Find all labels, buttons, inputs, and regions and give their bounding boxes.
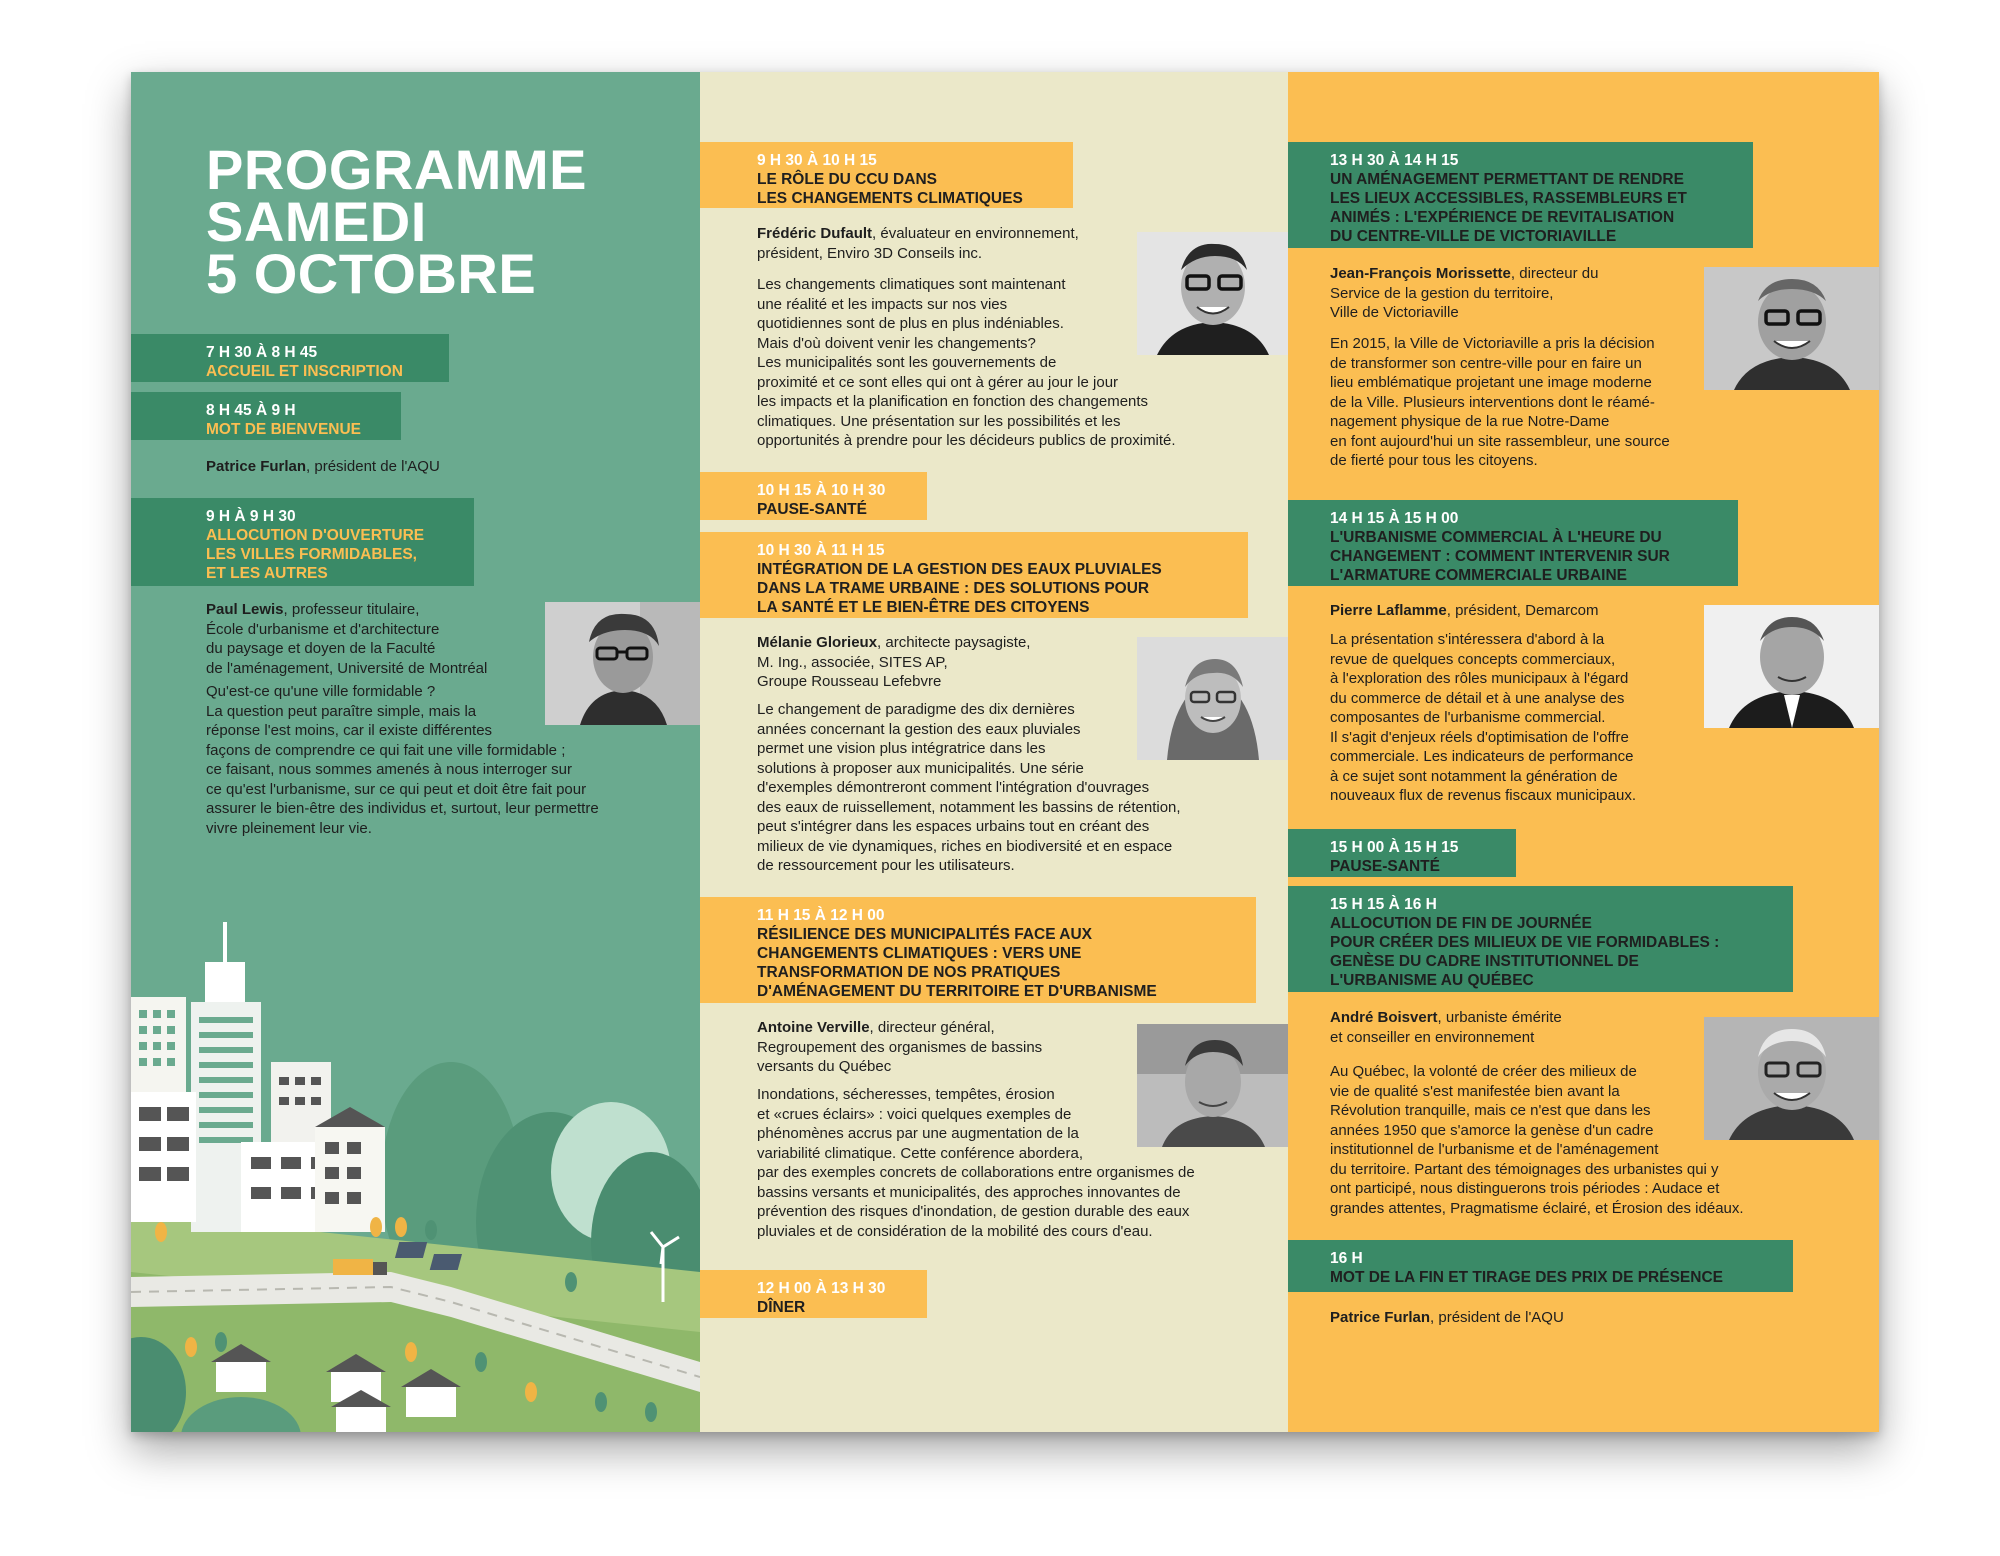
speaker-affiliation: Service de la gestion du territoire, [1330, 284, 1554, 302]
text-line: Inondations, sécheresses, tempêtes, érosion [757, 1086, 1055, 1103]
page-title [206, 138, 587, 305]
session-title-line: GENÈSE DU CADRE INSTITUTIONNEL DE [1330, 953, 1639, 970]
speaker-affiliation: président, Enviro 3D Conseils inc. [757, 244, 983, 262]
text-line: ce faisant, nous sommes amenés à nous interroger sur [206, 761, 573, 778]
text-line: d'exemples démontreront comment l'intégration d'ouvrages [757, 779, 1150, 796]
text-line: Les changements climatiques sont maintenant [757, 276, 1066, 293]
text-line: En 2015, la Ville de Victoriaville a pris la décision [1330, 335, 1655, 352]
session-urbanisme-commercial [1288, 500, 1738, 586]
speaker-role: , évaluateur en environnement, [872, 225, 1079, 242]
text-line: Révolution tranquille, mais ce n'est que dans les [1330, 1102, 1651, 1119]
speaker-andre-boisvert [1330, 1008, 1562, 1047]
session-title-line: LES CHANGEMENTS CLIMATIQUES [757, 190, 1023, 207]
speaker-melanie-glorieux [757, 633, 1030, 692]
text-line: variabilité climatique. Cette conférence abordera, [757, 1144, 1084, 1162]
session-title: DÎNER [757, 1299, 806, 1316]
text-line: les impacts et la planification en fonction des changements [757, 393, 1149, 410]
speaker-name: Patrice Furlan [1330, 1309, 1431, 1326]
session-time: 15 H 00 À 15 H 15 [1330, 839, 1459, 856]
text-line: de transformer son centre-ville pour en faire un [1330, 354, 1642, 372]
text-line: façons de comprendre ce qui fait une ville formidable ; [206, 741, 566, 759]
session-time: 12 H 00 À 13 H 30 [757, 1280, 886, 1297]
session-time: 13 H 30 À 14 H 15 [1330, 152, 1459, 169]
text-line: réponse l'est moins, car il existe différentes [206, 722, 493, 739]
text-line: des eaux de ruissellement, notamment les bassins de rétention, [757, 798, 1181, 816]
speaker-affiliation: Regroupement des organismes de bassins [757, 1038, 1043, 1056]
text-line: Les municipalités sont les gouvernements de [757, 354, 1057, 371]
text-line: en font aujourd'hui un site rassembleur, une source [1330, 432, 1670, 450]
text-line: Il s'agit d'enjeux réels d'optimisation de l'offre [1330, 728, 1629, 746]
session-title-line: TRANSFORMATION DE NOS PRATIQUES [757, 964, 1061, 981]
session-description [1330, 630, 1636, 806]
speaker-affiliation: Ville de Victoriaville [1330, 304, 1459, 321]
speaker-role: , directeur du [1510, 265, 1599, 282]
session-title: PAUSE-SANTÉ [1330, 858, 1440, 875]
text-line: composantes de l'urbanisme commercial. [1330, 709, 1606, 726]
session-victoriaville [1288, 142, 1753, 248]
session-title-line: POUR CRÉER DES MILIEUX DE VIE FORMIDABLES : [1330, 934, 1720, 951]
session-ouverture [131, 498, 474, 586]
speaker-name: Patrice Furlan [206, 458, 307, 475]
right-panel [1288, 72, 1879, 1432]
text-line: ce qu'est l'urbanisme, sur ce qui peut et doit être fait pour [206, 780, 587, 798]
speaker-name: André Boisvert [1330, 1009, 1438, 1026]
speaker-name: Paul Lewis [206, 601, 284, 618]
text-line: phénomènes accrus par une augmentation de la [757, 1125, 1079, 1142]
text-line: revue de quelques concepts commerciaux, [1330, 650, 1616, 668]
text-line: proximité et ce sont elles qui ont à gérer au jour le jour [757, 373, 1119, 391]
text-line: Au Québec, la volonté de créer des milieux de [1330, 1063, 1637, 1080]
speaker-affiliation: de l'aménagement, Université de Montréal [206, 659, 488, 677]
text-line: de ressourcement pour les utilisateurs. [757, 857, 1015, 874]
text-line: de fierté pour tous les citoyens. [1330, 452, 1538, 469]
session-description [757, 275, 1176, 451]
session-title: MOT DE BIENVENUE [206, 421, 362, 438]
text-line: climatiques. Une présentation sur les possibilités et les [757, 412, 1121, 430]
session-title-line: DANS LA TRAME URBAINE : DES SOLUTIONS POUR [757, 580, 1150, 597]
speaker-role: , président de l'AQU [1430, 1309, 1564, 1326]
speaker-antoine-verville [757, 1018, 1042, 1077]
text-line: prévention des risques d'inondation, de gestion durable des eaux [757, 1203, 1190, 1220]
text-line: quotidiennes sont de plus en plus indéniables. [757, 315, 1064, 332]
speaker-role: , architecte paysagiste, [877, 634, 1031, 651]
session-time: 16 H [1330, 1250, 1363, 1267]
session-title-line: LES VILLES FORMIDABLES, [206, 546, 417, 563]
session-bienvenue [131, 392, 401, 440]
session-fin-de-journee [1288, 886, 1793, 992]
session-pause-2 [1288, 829, 1516, 877]
text-line: années concernant la gestion des eaux pluviales [757, 720, 1081, 738]
text-line: La présentation s'intéressera d'abord à la [1330, 631, 1605, 648]
session-title: PAUSE-SANTÉ [757, 501, 867, 518]
speaker-patrice-furlan-closing [1330, 1308, 1564, 1328]
session-time: 8 H 45 À 9 H [206, 402, 296, 419]
text-line: La question peut paraître simple, mais la [206, 702, 477, 720]
speaker-paul-lewis [206, 600, 487, 678]
text-line: assurer le bien-être des individus et, surtout, leur permettre [206, 800, 599, 817]
session-title-line: INTÉGRATION DE LA GESTION DES EAUX PLUVIALES [757, 561, 1162, 578]
text-line: lieu emblématique projetant une image moderne [1330, 374, 1652, 391]
speaker-frederic-dufault [757, 224, 1079, 263]
session-title-line: ALLOCUTION DE FIN DE JOURNÉE [1330, 915, 1592, 932]
text-line: Le changement de paradigme des dix dernières [757, 701, 1075, 718]
session-time: 15 H 15 À 16 H [1330, 896, 1437, 913]
speaker-jean-francois-morissette [1330, 264, 1598, 323]
speaker-name: Mélanie Glorieux [757, 634, 878, 651]
session-time: 10 H 30 À 11 H 15 [757, 542, 885, 559]
text-line: bassins versants et municipalités, des approches innovantes de [757, 1183, 1181, 1201]
session-title-line: CHANGEMENTS CLIMATIQUES : VERS UNE [757, 945, 1082, 962]
session-diner [700, 1270, 927, 1318]
text-line: solutions à proposer aux municipalités. Une série [757, 759, 1084, 777]
session-title-line: LE RÔLE DU CCU DANS [757, 171, 937, 188]
text-line: vivre pleinement leur vie. [206, 819, 372, 837]
text-line: commerciale. Les indicateurs de performance [1330, 748, 1634, 765]
session-title: MOT DE LA FIN ET TIRAGE DES PRIX DE PRÉSENCE [1330, 1269, 1723, 1286]
text-line: vie de qualité s'est manifestée bien avant la [1330, 1082, 1620, 1100]
speaker-photo-pierre-laflamme [1704, 605, 1879, 728]
speaker-role: , directeur général, [869, 1019, 995, 1036]
text-line: années 1950 que s'amorce la genèse d'un cadre [1330, 1121, 1654, 1139]
session-time: 9 H À 9 H 30 [206, 508, 296, 525]
speaker-affiliation: École d'urbanisme et d'architecture [206, 620, 440, 638]
speaker-affiliation: du paysage et doyen de la Faculté [206, 640, 436, 657]
session-description [757, 700, 1181, 876]
text-line: milieux de vie dynamiques, riches en biodiversité et en espace [757, 837, 1173, 855]
speaker-role: , urbaniste émérite [1437, 1009, 1562, 1026]
session-title-line: DU CENTRE-VILLE DE VICTORIAVILLE [1330, 228, 1617, 245]
text-line: par des exemples concrets de collaborations entre organismes de [757, 1164, 1195, 1181]
session-title-line: ET LES AUTRES [206, 565, 328, 582]
session-time: 14 H 15 À 15 H 00 [1330, 510, 1459, 527]
session-time: 11 H 15 À 12 H 00 [757, 907, 885, 924]
speaker-name: Pierre Laflamme [1330, 602, 1447, 619]
text-line: grandes attentes, Pragmatisme éclairé, et Érosion des idéaux. [1330, 1199, 1744, 1217]
session-title-line: D'AMÉNAGEMENT DU TERRITOIRE ET D'URBANISME [757, 983, 1157, 1000]
session-title-line: RÉSILIENCE DES MUNICIPALITÉS FACE AUX [757, 926, 1093, 943]
text-line: du commerce de détail et à une analyse des [1330, 689, 1625, 707]
title-line-2: SAMEDI [206, 190, 427, 253]
left-panel [131, 72, 700, 1432]
session-description [757, 1085, 1195, 1241]
title-line-3: 5 OCTOBRE [206, 242, 537, 305]
session-title-line: LES LIEUX ACCESSIBLES, RASSEMBLEURS ET [1330, 190, 1687, 207]
speaker-role: , président, Demarcom [1446, 602, 1599, 619]
text-line: du territoire. Partant des témoignages des urbanistes qui y [1330, 1160, 1719, 1178]
text-line: nagement physique de la rue Notre-Dame [1330, 413, 1610, 430]
city-illustration [131, 892, 700, 1432]
session-title: ACCUEIL ET INSCRIPTION [206, 363, 403, 380]
session-title-line: ANIMÉS : L'EXPÉRIENCE DE REVITALISATION [1330, 209, 1675, 226]
session-title-line: CHANGEMENT : COMMENT INTERVENIR SUR [1330, 548, 1670, 565]
session-description [1330, 1062, 1744, 1218]
session-time: 7 H 30 À 8 H 45 [206, 344, 318, 361]
text-line: institutionnel de l'urbanisme et de l'aménagement [1330, 1141, 1659, 1158]
title-line-1: PROGRAMME [206, 138, 587, 201]
session-description [1330, 334, 1670, 471]
text-line: à l'exploration des rôles municipaux à l'égard [1330, 670, 1629, 687]
session-ccu [700, 142, 1073, 208]
brochure [131, 72, 1879, 1432]
session-title-line: LA SANTÉ ET LE BIEN-ÊTRE DES CITOYENS [757, 599, 1090, 616]
text-line: nouveaux flux de revenus fiscaux municipaux. [1330, 787, 1637, 804]
speaker-affiliation: versants du Québec [757, 1058, 892, 1075]
speaker-role: , professeur titulaire, [283, 601, 420, 618]
speaker-role: , président de l'AQU [306, 458, 440, 475]
session-accueil [131, 334, 449, 382]
session-title-line: L'URBANISME AU QUÉBEC [1330, 972, 1534, 989]
text-line: à ce sujet sont notamment la génération de [1330, 767, 1618, 785]
speaker-affiliation: et conseiller en environnement [1330, 1028, 1535, 1046]
session-pause-1 [700, 472, 927, 520]
session-description [206, 682, 599, 838]
session-mot-de-la-fin [1288, 1240, 1793, 1292]
speaker-name: Antoine Verville [757, 1019, 870, 1036]
text-line: pluviales et de considération de la mobilité des cours d'eau. [757, 1222, 1153, 1240]
text-line: ont participé, nous distinguerons trois périodes : Audace et [1330, 1180, 1720, 1197]
speaker-patrice-furlan [206, 457, 440, 477]
session-time: 9 H 30 À 10 H 15 [757, 152, 877, 169]
text-line: Qu'est-ce qu'une ville formidable ? [206, 683, 436, 700]
middle-panel [700, 72, 1288, 1432]
speaker-name: Frédéric Dufault [757, 225, 873, 242]
text-line: peut s'intégrer dans les espaces urbains tout en créant des [757, 818, 1150, 835]
speaker-name: Jean-François Morissette [1330, 265, 1511, 282]
speaker-affiliation: M. Ing., associée, SITES AP, [757, 653, 948, 671]
session-resilience [700, 897, 1256, 1003]
session-title-line: ALLOCUTION D'OUVERTURE [206, 527, 425, 544]
text-line: permet une vision plus intégratrice dans les [757, 740, 1046, 757]
text-line: une réalité et les impacts sur nos vies [757, 295, 1008, 313]
text-line: Mais d'où doivent venir les changements? [757, 334, 1036, 352]
text-line: opportunités à prendre pour les décideurs publics de proximité. [757, 432, 1176, 449]
session-title-line: UN AMÉNAGEMENT PERMETTANT DE RENDRE [1330, 171, 1684, 188]
text-line: de la Ville. Plusieurs interventions dont le réamé- [1330, 393, 1655, 411]
text-line: et «crues éclairs» : voici quelques exemples de [757, 1105, 1072, 1123]
session-title-line: L'URBANISME COMMERCIAL À L'HEURE DU [1330, 529, 1662, 546]
speaker-affiliation: Groupe Rousseau Lefebvre [757, 673, 942, 690]
speaker-photo-jean-francois-morissette [1704, 267, 1879, 390]
session-eaux-pluviales [700, 532, 1248, 618]
session-title-line: L'ARMATURE COMMERCIALE URBAINE [1330, 567, 1628, 584]
session-time: 10 H 15 À 10 H 30 [757, 482, 886, 499]
speaker-pierre-laflamme [1330, 601, 1598, 621]
